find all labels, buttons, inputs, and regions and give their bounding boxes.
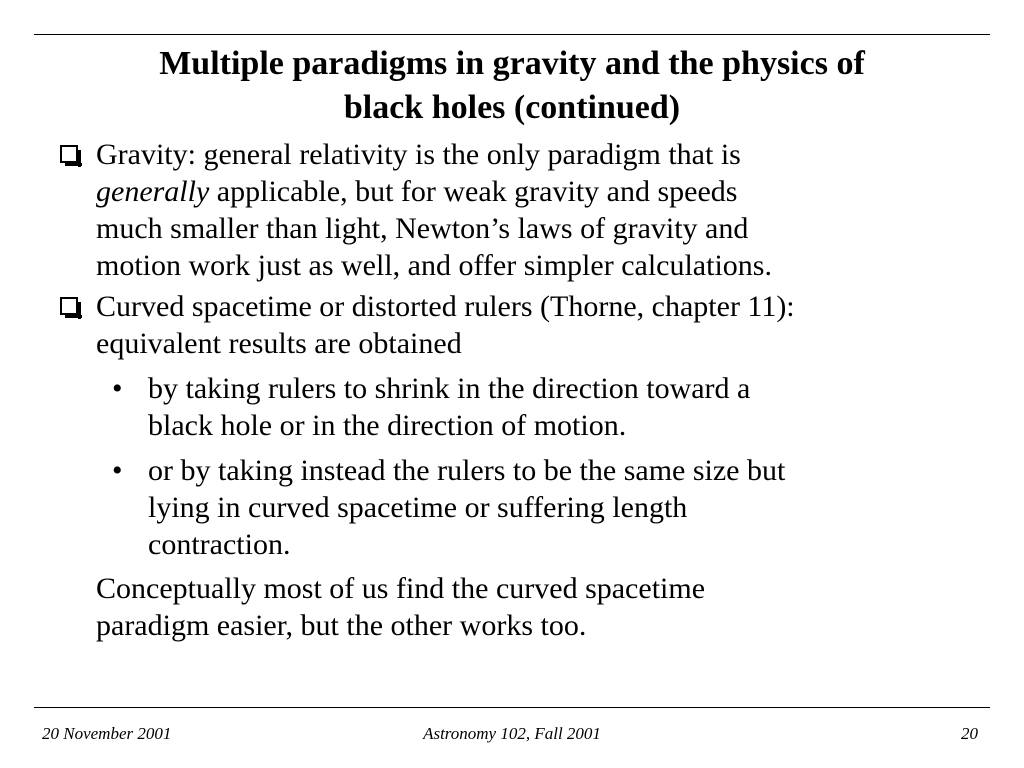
sub-bullet-line: lying in curved spacetime or suffering length — [148, 491, 688, 524]
top-rule — [34, 34, 990, 35]
bullet-line: equivalent results are obtained — [96, 327, 462, 360]
slide-title — [34, 42, 990, 130]
bullet-line: Curved spacetime or distorted rulers (Thorne, chapter 11): — [96, 290, 795, 323]
bullet-line — [96, 173, 986, 210]
title-line-1: Multiple paradigms in gravity and the physics of — [159, 45, 865, 82]
bullet-dot-icon: • — [112, 454, 123, 487]
sub-bullet-line: by taking rulers to shrink in the direction toward a — [148, 372, 751, 405]
checkbox-bullet-icon — [60, 297, 78, 315]
sub-bullet-line: or by taking instead the rulers to be the same size but — [148, 454, 786, 487]
sub-bullet-text — [148, 370, 982, 444]
footer-course: Astronomy 102, Fall 2001 — [423, 724, 601, 743]
conclusion-line: paradigm easier, but the other works too. — [96, 609, 587, 642]
sub-bullet-line: black hole or in the direction of motion. — [148, 409, 627, 442]
checkbox-bullet-icon — [60, 145, 78, 163]
bullet-text — [96, 136, 986, 284]
footer-date: 20 November 2001 — [42, 724, 172, 743]
emphasis-text: generally — [96, 175, 210, 208]
sub-bullet-text — [148, 452, 982, 563]
bullet-line: much smaller than light, Newton’s laws of gravity and — [96, 212, 749, 245]
bullet-line: motion work just as well, and offer simpler calculations. — [96, 249, 772, 282]
bullet-text — [96, 288, 986, 362]
footer-page-number: 20 — [961, 724, 978, 743]
title-line-2: black holes (continued) — [343, 89, 681, 126]
bullet-text-span: applicable, but for weak gravity and speeds — [209, 175, 738, 208]
bottom-rule — [34, 707, 990, 708]
bullet-line: Gravity: general relativity is the only paradigm that is — [96, 138, 741, 171]
conclusion-paragraph — [96, 570, 976, 644]
bullet-dot-icon: • — [112, 372, 123, 405]
conclusion-line: Conceptually most of us find the curved spacetime — [96, 572, 706, 605]
sub-bullet-line: contraction. — [148, 528, 291, 561]
